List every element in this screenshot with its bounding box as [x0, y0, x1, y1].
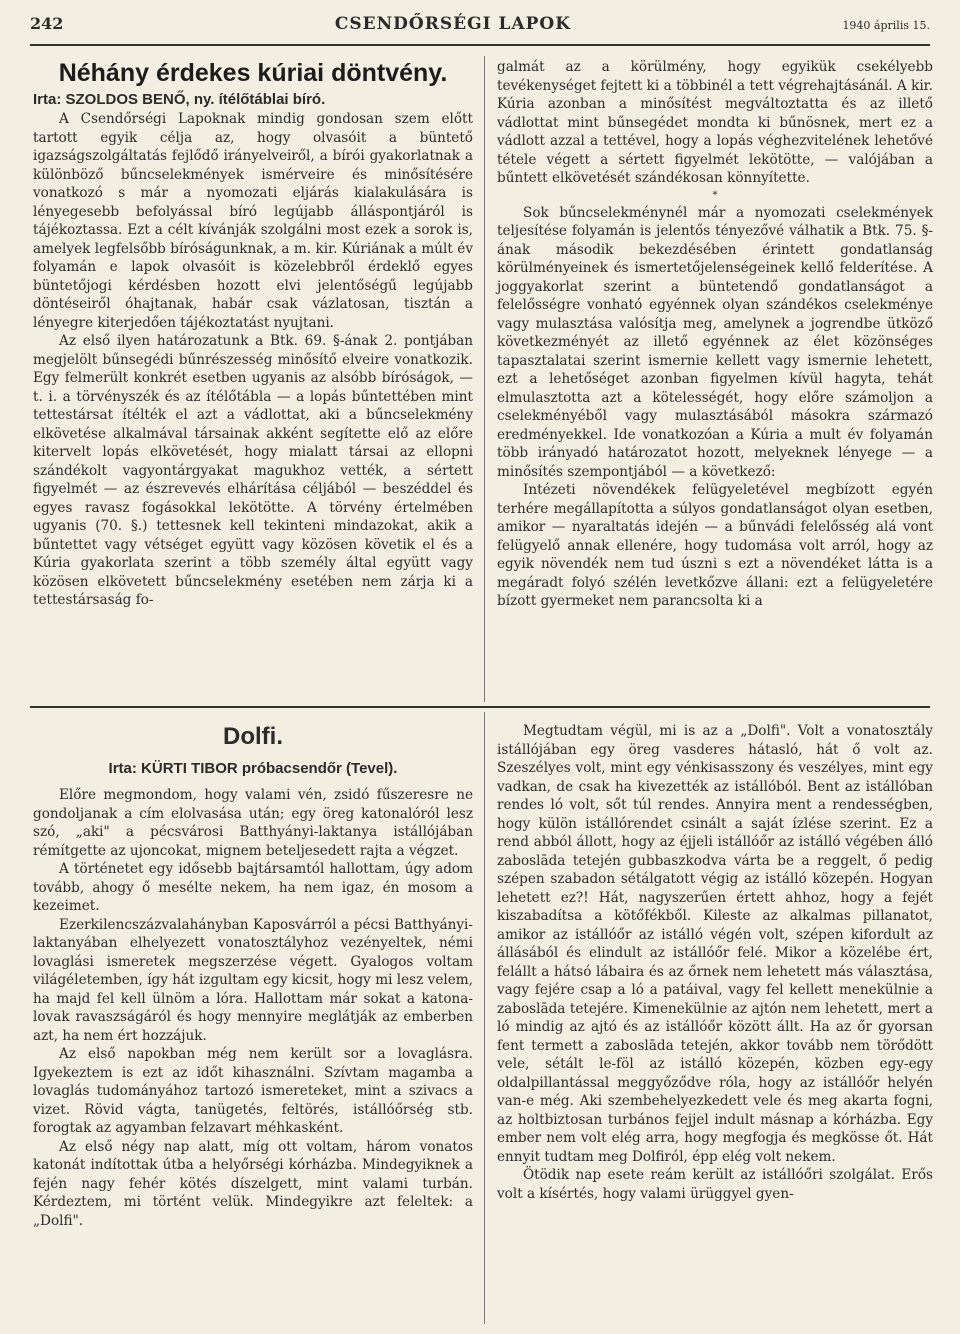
article2-paragraph: Előre megmondom, hogy valami vén, zsidó fűszeresre ne gondoljanak a cím elolvasása után; egy öreg katonalóról lesz szó, „aki" a pécsvárosi Batthyányi-laktanya istállójában rémítgette az ujoncokat, mignem beteljesedett rajta a végzet.: [33, 787, 473, 859]
running-header: [30, 14, 930, 46]
column-divider: [484, 712, 485, 1324]
column-divider: [484, 56, 485, 702]
article1-byline: Irta: SZOLDOS BENŐ, ny. ítélőtáblai bíró.: [33, 91, 326, 108]
article2-paragraph: Ötödik nap esete reám került az istállóőri szolgálat. Erős volt a kísértés, hogy valami ürüggyel gyen-: [497, 1167, 933, 1202]
article2-paragraph: Az első napokban még nem került sor a lovaglásra. Igyekeztem is ezt az időt kihasználni. Szívtam magamba a lovaglás tudományához tartozó ismereteket, mint a szivacs a vizet. Rövid vágta, tanügetés, feltörés, istállóőrség stb. forogtak az agyamban felzavart méhkasként.: [33, 1046, 473, 1136]
section-separator-star: *: [712, 189, 718, 201]
article2-paragraph: Megtudtam végül, mi is az a „Dolfi". Volt a vonatosztály istállójában egy öreg vasderes hátasló, hát ő volt az. Szeszélyes volt, mint egy vénkisasszony és veszélyes, mint egy vadkan, de csak ha kivezették az istállóból. Bent az istállóban rendes ló volt, sőt túl rendes. Annyira ment a rendességben, hogy külön istállórendet csinált a saját ízlése szerint. Ez a rend abból állott, hogy az éjjeli istállóőr az istálló végében álló zaboslāda tetején gubbaszkodva várta be a reggelt, ő pedig szépen szabadon sétálgatott végig az istálló közepén. Hogyan lehetett ez?! Hát, nagyszerűen értett ahhoz, hogy a fejét kiszabadítsa a kötőfékből. Kileste az alkalmas pillanatot, amikor az istállóőr az istálló végén volt, szépen kifordult az állásából és elindult az istállóőr felé. Mikor a közelébe ért, felállt a hátsó lábaira és az őrnek nem lehetett más választása, vagy fejére csap a ló a patáival, vagy fel kellett menekülnie a zaboslāda tetejére. Kimenekülnie az ajtón nem lehetett, mert a ló mindig az ajtó és az istállóőr között állt. Ha az őr gyorsan fent termett a zaboslāda tetején, akkor tovább nem törődött vele, sétált le-föl az istálló közepén, közben egy-egy oldalpillantással meggyőződve róla, hogy az istállóőr helyén van-e még. Aki szembehelyezkedett vele és meg akarta fogni, az holtbiztosan turbános fejjel indult másnap a kórházba. Egy ember nem volt elég arra, hogy megfogja és megkösse őt. Hát ennyit tudtam meg Dolfiról, épp elég volt nekem.: [497, 723, 933, 1165]
page-number: 242: [30, 14, 64, 33]
article1-paragraph: Sok bűncselekménynél már a nyomozati cselekmények teljesítése folyamán is jelentős tényezővé válhatik a Btk. 75. §-ának második bekezdésében érintett gondatlanság körülményeinek és ismertetőjelenségeinek kellő felderítése. A joggyakorlat szerint a büntetendő gondatlanságot a felelősségre vonható egyénnek olyan szándékos cselekménye vagy mulasztása valósítja meg, amelynek a jogrendbe ütköző következményét az illető egyénnek az élet közönséges tapasztalatai szerint ismernie kellett vagy ismernie lehetett, ezt a lehetőséget azonban figyelmen kívül hagyta, tehát elmulasztotta azt a kötelességét, hogy előre számoljon a cselekményéből vagy mulasztásából másokra származó eredményekkel. Ide vonatkozóan a Kúria a mult év folyamán több irányadó határozatot hozott, melyeknek lényege — a minősítés szempontjából — a következő:: [497, 204, 933, 480]
article2-column-left: [33, 722, 473, 1230]
article2-title: Dolfi.: [223, 723, 283, 750]
article2-byline: Irta: KÜRTI TIBOR próbacsendőr (Tevel).: [108, 760, 398, 777]
article-separator-rule: [30, 706, 930, 708]
article1-paragraph: Intézeti növendékek felügyeletével megbízott egyén terhére megállapította a súlyos gondatlanságot olyan esetben, amikor — nyaraltatás idején — a bűnvádi felelősség alá vont felügyelő annak ellenére, hogy tudomása volt arról, hogy az egyik növendék nem tud úszni s ezt a növendéket látta is a megáradt folyó szélén levetkőzve állani: ezt a felügyeletére bízott gyermeket nem parancsolta ki a: [497, 482, 933, 609]
article2-paragraph: A történetet egy idősebb bajtársamtól hallottam, úgy adom tovább, ahogy ő mesélte nekem, ha nem igaz, én mosom a kezeimet.: [33, 861, 473, 914]
article1-column-left: [33, 58, 473, 610]
article1-column-right: [497, 58, 933, 611]
article1-title: Néhány érdekes kúriai döntvény.: [58, 59, 448, 87]
journal-title: CSENDŐRSÉGI LAPOK: [334, 14, 571, 34]
article1-paragraph: galmát az a körülmény, hogy egyikük csekélyebb tevékenységet fejtett ki a többinél a tett végrehajtásánál. A kir. Kúria azonban a minősítést megváltoztatta és az illető vádlottat mint bűnsegédet mondta ki bűnösnek, mert ez a vádlott azzal a tettével, hogy a lopás véghezvitelének lehetővé tétele végett a sértett figyelmét lekötötte, — valójában a bűntett elkövetését szándékosan könnyítette.: [497, 59, 933, 186]
article2-column-right: [497, 722, 933, 1203]
article2-paragraph: Az első négy nap alatt, míg ott voltam, három vonatos katonát indítottak útba a helyőrségi kórházba. Mindegyiknek a fején nagy fehér kötés díszelgett, mint valami turbán. Kérdeztem, mi történt velük. Mindegyikre azt feleltek: a „Dolfi".: [33, 1138, 473, 1229]
article2-paragraph: Ezerkilencszázvalahányban Kaposvárról a pécsi Batthyányi-laktanyában elhelyezett vonatosztályhoz vezényeltek, némi lovaglási ismeretek megszerzése végett. Gyalogos voltam világéletemben, így hát izgultam egy kicsit, hogy mi lesz velem, ha majd fel kell ülnöm a lóra. Hallottam már sokat a katona-lovak ravaszságáról és hogy mennyire meglátják az emberben azt, ha nem ért hozzájuk.: [33, 916, 473, 1044]
article1-paragraph: Az első ilyen határozatunk a Btk. 69. §-ának 2. pontjában megjelölt bűnsegédi bűnrészesség minősítő elveire vonatkozik. Egy felmerült konkrét esetben ugyanis az alsóbb bíróságok, — t. i. a törvényszék és az ítélőtábla — a lopás bűntettében mint tettestársat ítélték el azt a vádlottat, aki a bűncselekmény elkövetése alkalmával társainak akként segítette elő az előre kitervelt lopás elkövetését, hogy mialatt társai az ellopni szándékolt vagyontárgyakat magukhoz vették, a sértett figyelmét — az észrevevés elhárítása céljából — beszéddel és egyes ravasz fogásokkal lekötötte. A törvény értelmében ugyanis (70. §.) tettesnek kell tekinteni mindazokat, akik a bűntettet vagy vétséget együtt vagy közösen követik el és a Kúria gyakorlata szerint a több személy által együtt vagy közösen elkövetett bűncselekmény esetében nem zárja ki a tettestársaság fo-: [33, 333, 473, 608]
issue-date: 1940 április 15.: [842, 19, 930, 32]
article1-paragraph: A Csendőrségi Lapoknak mindig gondosan szem előtt tartott egyik célja az, hogy olvasóit a büntető igazságszolgáltatás fejlődő irányelveiről, a bírói gyakorlatnak a különböző bűncselekmények ismérveire és minősítésére vonatkozó s már a nyomozati eljárás kialakulására is lényegesebb befolyással bíró legújabb álláspontjáról is tájékoztassa. Ezt a célt kívánják szolgálni most ezek a sorok is, amelyek legfelsőbb bíróságunknak, a m. kir. Kúriának a múlt év folyamán e lapok olvasóit is közelebbről érdeklő egyes büntetőjogi kérdésben hozott elvi jelentőségű legújabb döntéseiről óhajtanak, habár csak vázlatosan, tisztán a lényegre kiterjedően tájékoztatást nyujtani.: [33, 111, 473, 331]
